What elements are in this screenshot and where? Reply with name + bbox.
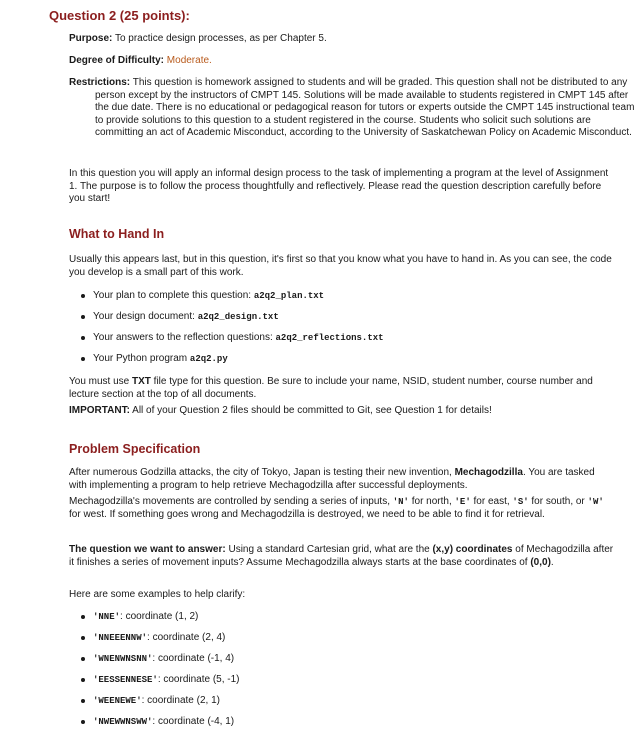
list-item: Your answers to the reflection questions: a2q2_reflections.txt bbox=[69, 331, 609, 352]
spec-paragraph-1: After numerous Godzilla attacks, the city of Tokyo, Japan is testing their new invention, Mechagodzilla. You are tasked with implementing a program to help retrieve Mechagodzilla after successful deployments. bbox=[69, 467, 595, 491]
list-item: Your Python program a2q2.py bbox=[69, 352, 609, 373]
txt-emphasis: TXT bbox=[132, 376, 151, 387]
restrictions-text: This question is homework assigned to students and will be graded. This question shall not be distributed to any person except by the instructors of CMPT 145. Solutions will be made available to students registered in CMPT 145 after the due date. There is no educational or pedagogical reason for tutors or experts outside the CMPT 145 instructional team to provide solutions to this question to a student registered in the course. Students who solicit such solutions are committing an act of Academic Misconduct, according to the University of Saskatchewan Policy on Academic Misconduct. bbox=[95, 77, 635, 139]
filename: a2q2_design.txt bbox=[197, 312, 279, 322]
list-item: 'NNE': coordinate (1, 2) bbox=[69, 610, 609, 631]
mechagodzilla-emphasis: Mechagodzilla bbox=[454, 467, 523, 478]
important-note: IMPORTANT: All of your Question 2 files should be committed to Git, see Question 1 for details! bbox=[69, 405, 492, 416]
important-label: IMPORTANT: bbox=[69, 405, 130, 416]
filename: a2q2.py bbox=[189, 354, 228, 364]
difficulty-line bbox=[69, 55, 614, 68]
hand-in-list bbox=[69, 289, 609, 373]
purpose-label: Purpose: bbox=[69, 33, 113, 44]
list-item: Your plan to complete this question: a2q2_plan.txt bbox=[69, 289, 609, 310]
purpose-line bbox=[69, 33, 614, 46]
txt-requirement-paragraph: You must use TXT file type for this question. Be sure to include your name, NSID, student number, course number and lecture section at the top of all documents. bbox=[69, 376, 593, 400]
filename: a2q2_reflections.txt bbox=[275, 333, 384, 343]
question-title: Question 2 (25 points): bbox=[49, 8, 190, 23]
list-item: 'EESSENNESE': coordinate (5, -1) bbox=[69, 673, 609, 694]
purpose-text: To practice design processes, as per Chapter 5. bbox=[114, 33, 327, 44]
hand-in-heading: What to Hand In bbox=[69, 227, 165, 241]
spec-heading: Problem Specification bbox=[69, 442, 201, 456]
hand-in-paragraph: Usually this appears last, but in this question, it's first so that you know what you have to hand in. As you can see, the code you develop is a small part of this work. bbox=[69, 254, 612, 278]
question-paragraph: The question we want to answer: Using a standard Cartesian grid, what are the (x,y) coordinates of Mechagodzilla after it finishes a series of movement inputs? Assume Mechagodzilla always starts at the base coordinates of (0,0). bbox=[69, 544, 614, 568]
list-item: 'NWEWWNSWW': coordinate (-4, 1) bbox=[69, 715, 609, 736]
intro-paragraph: In this question you will apply an informal design process to the task of implementing a program at the level of Assignment 1. The purpose is to follow the process thoughtfully and reflectively. Please read the question description carefully before you start! bbox=[69, 168, 609, 205]
examples-list bbox=[69, 610, 609, 736]
restrictions-paragraph bbox=[69, 77, 640, 140]
filename: a2q2_plan.txt bbox=[253, 291, 325, 301]
spec-paragraph-2: Mechagodzilla's movements are controlled by sending a series of inputs, 'N' for north, 'E' for east, 'S' for south, or 'W' for west. If something goes wrong and Mechagodzilla is destroyed, we need to be able to find it for retrieval. bbox=[69, 496, 604, 520]
list-item: 'WNENWNSNN': coordinate (-1, 4) bbox=[69, 652, 609, 673]
list-item: 'NNEEENNW': coordinate (2, 4) bbox=[69, 631, 609, 652]
difficulty-value: Moderate. bbox=[166, 55, 212, 66]
question-label: The question we want to answer: bbox=[69, 544, 226, 555]
examples-intro: Here are some examples to help clarify: bbox=[69, 589, 246, 600]
list-item: Your design document: a2q2_design.txt bbox=[69, 310, 609, 331]
list-item: 'WEENEWE': coordinate (2, 1) bbox=[69, 694, 609, 715]
restrictions-label: Restrictions: bbox=[69, 77, 131, 88]
difficulty-label: Degree of Difficulty: bbox=[69, 55, 165, 66]
